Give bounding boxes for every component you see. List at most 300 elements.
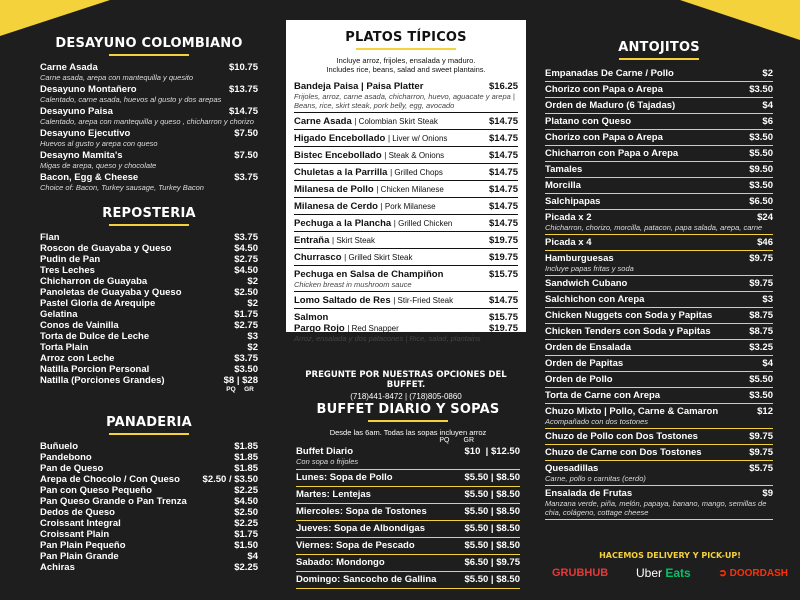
soup-name: Lunes: Sopa de Pollo [296,472,393,483]
item-price: $1.85 [234,452,258,463]
menu-item-row [40,551,258,562]
item-name: Orden de Papitas [545,358,624,369]
item-price: $24 [757,212,773,223]
plato-name-group [294,269,443,280]
title-underline [356,48,456,50]
menu-item-row [40,463,258,474]
menu-item-row [545,463,773,474]
item-price: $6.50 [749,196,773,207]
antojitos-title: ANTOJITOS [618,40,700,55]
item-name: Orden de Maduro (6 Tajadas) [545,100,676,111]
menu-item-row [40,474,258,485]
item-desc: Calentado, carne asada, huevos al gusto y dos arepas [40,95,222,104]
item-price: $2 [762,68,773,79]
left-column [40,36,258,393]
item-price: $1.85 [234,441,258,452]
menu-item-row [40,232,258,243]
plato-row [294,235,518,246]
menu-item [40,62,258,82]
corner-decoration [680,0,800,40]
item-name: Morcilla [545,180,581,191]
menu-item [545,372,773,388]
menu-item-row [40,540,258,551]
item-desc: Acompañado con dos tostones [545,417,648,426]
grubhub-logo[interactable]: GRUBHUB [552,567,609,579]
menu-item [545,356,773,372]
buffet-title: BUFFET DIARIO Y SOPAS [316,402,500,417]
item-name: Achiras [40,562,75,573]
soup-name: Martes: Lentejas [296,489,371,500]
plato-item [294,180,518,197]
item-price: $3.50 [749,180,773,191]
plato-name: Entraña [294,235,333,246]
menu-item-row [40,518,258,529]
menu-item-row [40,507,258,518]
plato-item [294,214,518,231]
item-desc: Carne asada, arepa con mantequilla y quesito [40,73,194,82]
item-price: $9.75 [749,278,773,289]
menu-item-row [545,180,773,191]
menu-item-row [545,488,773,499]
menu-item [545,461,773,486]
menu-item-row [40,265,258,276]
plato-price: $16.25 [488,81,518,92]
item-name: Pan de Queso [40,463,104,474]
plato-row [294,184,518,195]
menu-item-row [40,276,258,287]
soup-price: $5.50 | $8.50 [464,472,520,483]
item-name: Pan Plain Grande [40,551,119,562]
item-price: $13.75 [228,84,258,95]
item-price: $1.75 [234,529,258,540]
item-price: $8.75 [749,326,773,337]
item-desc: Carne, pollo o carnitas (cerdo) [545,474,646,483]
menu-item [40,84,258,104]
item-price: $2.50 [234,507,258,518]
menu-item-row [545,374,773,385]
menu-item-row [545,310,773,321]
item-name: Pudin de Pan [40,254,101,265]
menu-item-row [40,353,258,364]
menu-item [545,235,773,251]
menu-item [40,106,258,126]
menu-item-row [545,294,773,305]
item-price: $4 [247,551,258,562]
menu-item [40,287,258,298]
menu-item [545,388,773,404]
title-underline [368,420,448,422]
item-price: $4 [762,358,773,369]
menu-item [40,485,258,496]
soup-name: Miercoles: Sopa de Tostones [296,506,427,517]
menu-item [545,114,773,130]
menu-item [545,292,773,308]
plato-name: Bandeja Paisa | Paisa Platter [294,81,424,92]
plato-name-group [294,201,436,212]
menu-item-row [545,68,773,79]
menu-item-row [40,331,258,342]
reposteria-list [40,232,258,386]
menu-item [545,162,773,178]
plato-item [294,112,518,129]
item-price: $3.25 [749,342,773,353]
item-name: Picada x 2 [545,212,592,223]
menu-item-row [545,431,773,442]
item-price: $9.75 [749,447,773,458]
item-price: $5.75 [749,463,773,474]
menu-item-row [40,529,258,540]
item-price: $3.75 [234,172,258,183]
item-price: $9.75 [749,253,773,264]
menu-item [40,243,258,254]
menu-item [40,529,258,540]
menu-item-row [40,254,258,265]
delivery-section [552,551,788,580]
item-name: Hamburguesas [545,253,614,264]
menu-item-row [40,150,258,161]
item-desc: Calentado, arepa con mantequilla y queso , chicharron y chorizo [40,117,254,126]
soup-row [296,572,520,589]
item-price: $2 [247,342,258,353]
plato-name: Lomo Saltado de Res [294,295,394,306]
menu-item-row [545,447,773,458]
item-name: Quesadillas [545,463,599,474]
menu-item [40,128,258,148]
item-price: $9 [762,488,773,499]
soup-price: $6.50 | $9.75 [464,557,520,568]
plato-name: Higado Encebollado [294,133,388,144]
item-name: Torta Plain [40,342,89,353]
item-name: Dedos de Queso [40,507,115,518]
menu-item [40,342,258,353]
plato-item [294,78,518,112]
plato-desc: Frijoles, arroz, carne asada, chicharron, huevo, aguacate y arepa | Beans, rice, skirt steak, pork belly, egg, avocado [294,92,515,110]
item-name: Croissant Integral [40,518,121,529]
menu-item [545,98,773,114]
item-name: Pastel Gloria de Arequipe [40,298,156,309]
ubereats-logo[interactable]: Uber Eats [636,566,691,580]
menu-item [545,324,773,340]
plato-english: | Grilled Skirt Steak [344,253,413,262]
menu-item [545,404,773,429]
menu-item-row [40,441,258,452]
menu-item [40,474,258,485]
plato-name-group [294,218,452,229]
item-name: Buñuelo [40,441,78,452]
plato-name-group [294,295,453,306]
menu-item-row [40,62,258,73]
item-name: Chuzo de Pollo con Dos Tostones [545,431,698,442]
menu-item [545,445,773,461]
plato-row [294,150,518,161]
menu-item [545,251,773,276]
menu-item [545,429,773,445]
item-name: Natilla Porcion Personal [40,364,150,375]
menu-item-row [545,406,773,417]
plato-row [294,81,518,92]
menu-item-row [40,452,258,463]
menu-item [40,562,258,573]
title-underline [109,433,189,435]
plato-english: | Steak & Onions [384,151,445,160]
plato-row [294,252,518,263]
plato-english: | Chicken Milanese [376,185,444,194]
buffet-intro: Desde las 6am. Todas las sopas incluyen arroz [329,428,487,437]
item-price: $3.75 [234,353,258,364]
antojitos-section [545,40,773,520]
menu-item-row [545,116,773,127]
item-price: $2.75 [234,320,258,331]
menu-item-row [545,253,773,264]
menu-item [40,254,258,265]
item-name: Bacon, Egg & Cheese [40,172,139,183]
item-name: Panoletas de Guayaba y Queso [40,287,182,298]
item-desc: Manzana verde, piña, melón, papaya, banano, mango, semillas de chia, colágeno, cottage cheese [545,499,767,517]
plato-item [294,197,518,214]
menu-item [545,178,773,194]
plato-name-group [294,167,443,178]
soup-price: $5.50 | $8.50 [464,574,520,585]
menu-item-row [40,128,258,139]
doordash-icon: ➲ [718,567,727,579]
soup-row [296,521,520,538]
menu-item-row [545,326,773,337]
item-price: $3.50 [234,364,258,375]
item-price: $1.75 [234,309,258,320]
menu-item [40,331,258,342]
plato-name: Carne Asada [294,116,355,127]
soup-row [296,538,520,555]
delivery-logos [552,566,788,580]
menu-item-row [545,237,773,248]
plato-price: $14.75 [488,150,518,161]
plato-name: Milanesa de Cerdo [294,201,381,212]
item-name: Arroz con Leche [40,353,115,364]
item-price: $2.25 [234,562,258,573]
menu-item-row [40,496,258,507]
soup-row [296,470,520,487]
plato-name: Milanesa de Pollo [294,184,377,195]
item-desc: Migas de arepa, queso y chocolate [40,161,157,170]
plato-name: Chuletas a la Parrilla [294,167,391,178]
plato-english: | Stir-Fried Steak [393,296,454,305]
item-price: $8 | $28 [223,375,258,386]
item-name: Chuzo Mixto | Pollo, Carne & Camaron [545,406,719,417]
item-desc: Chicharron, chorizo, morcilla, patacon, papa salada, arepa, carne [545,223,763,232]
menu-item [40,375,258,386]
menu-item-row [545,100,773,111]
soup-row [296,504,520,521]
plato-name: Pechuga a la Plancha [294,218,394,229]
item-name: Pandebono [40,452,92,463]
item-name: Pan con Queso Pequeño [40,485,152,496]
plato-item [294,291,518,308]
platos-title: PLATOS TÍPICOS [345,30,467,45]
item-name: Ensalada de Frutas [545,488,633,499]
menu-item [40,463,258,474]
plato-english: | Pork Milanese [380,202,436,211]
plato-price: $14.75 [488,116,518,127]
item-name: Desayuno Paisa [40,106,113,117]
item-price: $9.75 [749,431,773,442]
item-name: Picada x 4 [545,237,592,248]
menu-item [545,308,773,324]
item-name: Chicken Nuggets con Soda y Papitas [545,310,713,321]
item-price: $3.50 [749,390,773,401]
menu-item [40,496,258,507]
plato-row [294,218,518,229]
platos-list [294,78,518,308]
plato-row [294,201,518,212]
menu-item-row [40,375,258,386]
plato-row [294,295,518,306]
plato-name-group [294,133,447,144]
plato-row [294,167,518,178]
menu-item [40,441,258,452]
item-name: Natilla (Porciones Grandes) [40,375,165,386]
desayuno-list [40,62,258,192]
soup-name: Sabado: Mondongo [296,557,385,568]
item-name: Desayno Mamita's [40,150,123,161]
size-labels: PQ GR [226,386,254,393]
item-price: $5.50 [749,374,773,385]
item-price: $2.75 [234,254,258,265]
item-price: $3.50 [749,84,773,95]
desayuno-title: DESAYUNO COLOMBIANO [55,36,243,51]
item-price: $8.75 [749,310,773,321]
item-name: Orden de Ensalada [545,342,632,353]
menu-item-row [40,364,258,375]
item-price: $14.75 [228,106,258,117]
panaderia-section [40,415,258,573]
plato-item [294,265,518,291]
title-underline [109,224,189,226]
item-name: Orden de Pollo [545,374,613,385]
item-name: Torta de Dulce de Leche [40,331,150,342]
plato-name-group [294,184,444,195]
item-name: Tres Leches [40,265,95,276]
plato-row [294,269,518,280]
item-name: Croissant Plain [40,529,110,540]
plato-name-group [294,150,444,161]
platos-tipicos-card [286,20,526,343]
plato-price: $14.75 [488,184,518,195]
plato-english: | Grilled Chicken [393,219,453,228]
menu-item-row [545,278,773,289]
buffet-note: PREGUNTE POR NUESTRAS OPCIONES DEL BUFFET. (718)441-8472 | (718)805-0860 [305,370,507,401]
item-price: $4.50 [234,496,258,507]
item-price: $4.50 [234,243,258,254]
plato-item [294,129,518,146]
menu-item [545,194,773,210]
reposteria-title: REPOSTERIA [102,206,196,221]
item-price: $1.85 [234,463,258,474]
menu-item-row [545,132,773,143]
soup-row [296,555,520,572]
corner-decoration [0,0,110,36]
menu-item [40,276,258,287]
menu-item [40,353,258,364]
item-price: $4.50 [234,265,258,276]
menu-item [40,309,258,320]
soup-row [296,487,520,504]
plato-row [294,116,518,127]
menu-item [545,340,773,356]
item-name: Chicharron con Papa o Arepa [545,148,679,159]
item-price: $2 [247,276,258,287]
menu-item-row [40,562,258,573]
plato-price: $14.75 [488,167,518,178]
plato-name-group [294,252,412,263]
doordash-logo[interactable]: ➲ DOORDASH [718,567,788,579]
menu-item-row [40,84,258,95]
menu-item [40,507,258,518]
item-name: Salchipapas [545,196,601,207]
item-price: $3 [762,294,773,305]
plato-name-group [294,235,375,246]
menu-item [545,486,773,520]
item-price: $7.50 [234,128,258,139]
plato-name: Churrasco [294,252,345,263]
item-name: Chorizo con Papa o Arepa [545,132,663,143]
plato-item [294,248,518,265]
item-price: $46 [757,237,773,248]
item-name: Desayuno Ejecutivo [40,128,131,139]
plato-item [294,231,518,248]
item-name: Chuzo de Carne con Dos Tostones [545,447,702,458]
menu-item [545,146,773,162]
item-name: Roscon de Guayaba y Queso [40,243,172,254]
plato-price: $14.75 [488,218,518,229]
menu-item [40,298,258,309]
plato-english: | Skirt Steak [332,236,375,245]
menu-item [545,276,773,292]
menu-item [40,265,258,276]
item-desc: Choice of: Bacon, Turkey sausage, Turkey Bacon [40,183,204,192]
item-name: Chicharron de Guayaba [40,276,148,287]
item-price: $3 [247,331,258,342]
plato-english: | Colombian Skirt Steak [354,117,438,126]
menu-item-row [545,84,773,95]
panaderia-list [40,441,258,573]
menu-item-row [40,320,258,331]
item-price: $2.25 [234,485,258,496]
menu-item [545,66,773,82]
item-price: $12 [757,406,773,417]
delivery-title: HACEMOS DELIVERY Y PICK-UP! [599,551,741,560]
plato-price: $19.75 [488,235,518,246]
menu-item-row [40,485,258,496]
menu-item [545,130,773,146]
plato-english: | Liver w/ Onions [387,134,448,143]
item-name: Carne Asada [40,62,98,73]
menu-item [545,82,773,98]
soup-name: Jueves: Sopa de Albondigas [296,523,425,534]
menu-item-row [40,298,258,309]
menu-item [40,172,258,192]
soup-price: $5.50 | $8.50 [464,540,520,551]
menu-item [40,551,258,562]
plato-name-group [294,116,438,127]
menu-item [545,210,773,235]
title-underline [109,54,189,56]
plato-price: $14.75 [488,133,518,144]
fish-item: Salmon $15.75 Pargo Rojo | Red Snapper $19.75 Arroz, ensalada y dos patacones | Rice, salad, plantains [294,308,518,345]
plato-price: $14.75 [488,201,518,212]
plato-price: $15.75 [488,269,518,280]
menu-item-row [545,196,773,207]
item-price: $4 [762,100,773,111]
